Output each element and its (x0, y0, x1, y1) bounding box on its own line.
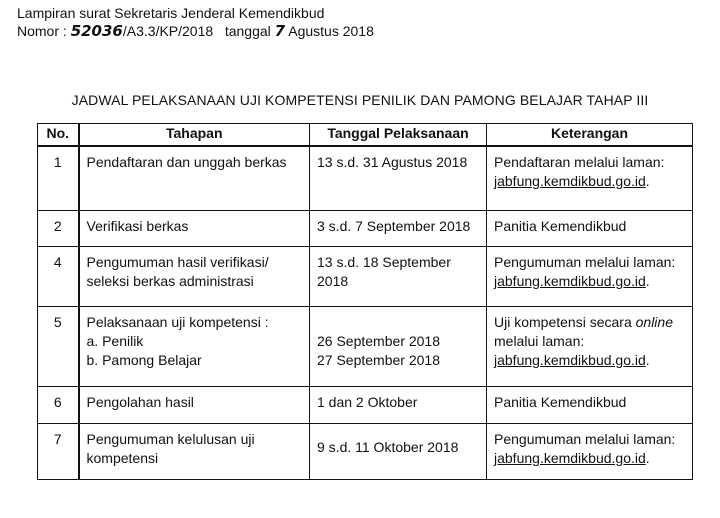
col-header-tahapan: Tahapan (79, 124, 310, 147)
row-tanggal: 9 s.d. 11 Oktober 2018 (310, 423, 487, 479)
tanggal-line: 2018 (317, 272, 349, 289)
col-header-tanggal: Tanggal Pelaksanaan (310, 124, 487, 147)
row-tanggal: 1 dan 2 Oktober (310, 386, 487, 423)
keterangan-text: Pendaftaran melalui laman: (494, 154, 665, 170)
row-tanggal: 3 s.d. 7 September 2018 (310, 210, 487, 246)
tanggal-day-handwritten: 7 (274, 22, 286, 40)
tahapan-line: kompetensi (86, 449, 159, 466)
row-no: 7 (38, 423, 79, 479)
keterangan-text: Uji kompetensi secara (494, 313, 632, 330)
tahapan-line: seleksi berkas administrasi (86, 272, 254, 289)
row-tanggal (310, 246, 487, 306)
row-no: 1 (38, 146, 79, 210)
col-header-keterangan: Keterangan (487, 124, 693, 147)
keterangan-text: melalui laman: (494, 332, 585, 349)
tahapan-sub-a: a. Penilik (86, 332, 144, 349)
header-lampiran: Lampiran surat Sekretaris Jenderal Kemendikbud (17, 5, 325, 21)
row-keterangan: Panitia Kemendikbud (487, 386, 693, 423)
nomor-label: Nomor : (17, 23, 67, 39)
website-link[interactable]: jabfung.kemdikbud.go.id (494, 351, 646, 368)
row-tahapan (79, 246, 310, 306)
tanggal-rest: Agustus 2018 (288, 23, 374, 39)
website-link[interactable]: jabfung.kemdikbud.go.id (494, 173, 646, 189)
letter-header-line2 (17, 23, 374, 39)
row-keterangan: Panitia Kemendikbud (487, 210, 693, 246)
table-row (38, 146, 693, 210)
website-link[interactable]: jabfung.kemdikbud.go.id (494, 449, 646, 466)
table-row (38, 306, 693, 386)
table-row (38, 386, 693, 423)
table-row (38, 210, 693, 246)
row-no: 4 (38, 246, 79, 306)
row-no: 6 (38, 386, 79, 423)
table-row (38, 246, 693, 306)
keterangan-text: Pengumuman melalui laman: (494, 430, 676, 447)
row-tahapan (79, 423, 310, 479)
nomor-handwritten: 52036 (70, 22, 123, 40)
table-row (38, 423, 693, 479)
row-tahapan: Pengolahan hasil (79, 386, 310, 423)
row-no: 2 (38, 210, 79, 246)
row-tahapan: Pendaftaran dan unggah berkas (79, 146, 310, 210)
row-keterangan: Uji kompetensi secara online melalui laman: jabfung.kemdikbud.go.id. (487, 306, 693, 386)
document-title: JADWAL PELAKSANAAN UJI KOMPETENSI PENILIK DAN PAMONG BELAJAR TAHAP III (71, 92, 649, 108)
keterangan-emphasis: online (635, 313, 673, 330)
tanggal-line: 13 s.d. 18 September (317, 253, 451, 270)
row-tanggal: 13 s.d. 31 Agustus 2018 (310, 146, 487, 210)
row-tanggal (310, 306, 487, 386)
table-header-row (38, 124, 693, 147)
tanggal-line: 26 September 2018 (317, 332, 440, 349)
row-tahapan (79, 306, 310, 386)
row-keterangan: Pendaftaran melalui laman: jabfung.kemdikbud.go.id. (487, 146, 693, 210)
row-no: 5 (38, 306, 79, 386)
tahapan-line: Pelaksanaan uji kompetensi : (86, 313, 269, 330)
keterangan-text: Pengumuman melalui laman: (494, 253, 676, 270)
tanggal-label: tanggal (224, 23, 271, 39)
row-keterangan: Pengumuman melalui laman: jabfung.kemdikbud.go.id. (487, 246, 693, 306)
tahapan-line: Pengumuman hasil verifikasi/ (86, 253, 269, 270)
letter-header-line1 (17, 5, 324, 21)
tahapan-sub-b: b. Pamong Belajar (86, 351, 202, 368)
website-link[interactable]: jabfung.kemdikbud.go.id (494, 272, 646, 289)
row-keterangan: Pengumuman melalui laman: jabfung.kemdikbud.go.id. (487, 423, 693, 479)
nomor-rest: /A3.3/KP/2018 (122, 23, 214, 39)
col-header-no: No. (38, 124, 79, 147)
schedule-table (37, 123, 693, 480)
row-tahapan: Verifikasi berkas (79, 210, 310, 246)
tanggal-line: 27 September 2018 (317, 351, 440, 368)
tahapan-line: Pengumuman kelulusan uji (86, 430, 255, 447)
